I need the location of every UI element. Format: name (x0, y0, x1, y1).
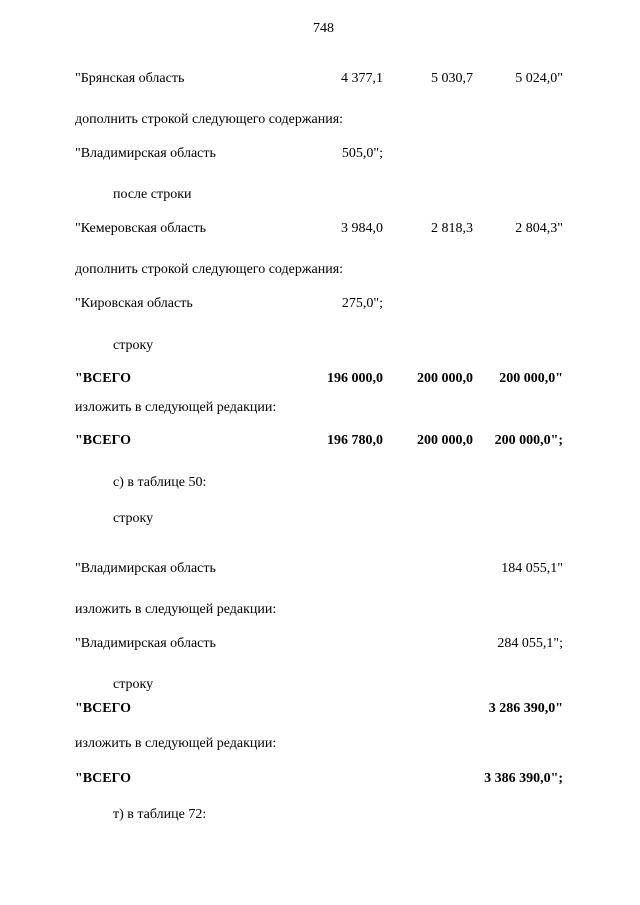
row-label-total-50-new: "ВСЕГО (75, 771, 132, 786)
page-number: 748 (313, 21, 334, 36)
row-label-bryansk: "Брянская область (75, 71, 185, 86)
row-label-kirov: "Кировская область (75, 296, 193, 311)
row-value-kemerovo-3: 2 804,3" (515, 221, 563, 236)
row-value-kirov-1: 275,0"; (341, 296, 383, 311)
instruction-row-3: строку (113, 677, 154, 692)
row-value-total-old-2: 200 000,0 (417, 371, 473, 386)
row-label-vladimir-edited: "Владимирская область (75, 636, 216, 651)
instruction-edit-3: изложить в следующей редакции: (75, 736, 277, 751)
row-value-vladimir-old-3: 184 055,1" (501, 561, 563, 576)
instruction-row-1: строку (113, 338, 154, 353)
row-value-bryansk-2: 5 030,7 (431, 71, 473, 86)
row-label-vladimir-new: "Владимирская область (75, 146, 216, 161)
row-value-total-50-new-3: 3 386 390,0"; (484, 771, 563, 786)
row-value-total-old-3: 200 000,0" (499, 371, 563, 386)
row-value-total-50-old-3: 3 286 390,0" (488, 701, 563, 716)
row-value-kemerovo-1: 3 984,0 (341, 221, 383, 236)
row-label-total-new: "ВСЕГО (75, 433, 132, 448)
instruction-add-row-1: дополнить строкой следующего содержания: (75, 112, 344, 127)
row-value-total-old-1: 196 000,0 (327, 371, 383, 386)
instruction-table-72: т) в таблице 72: (113, 807, 207, 822)
row-value-vladimir-edited-3: 284 055,1"; (497, 636, 563, 651)
row-value-vladimir-new-1: 505,0"; (341, 146, 383, 161)
row-value-bryansk-1: 4 377,1 (341, 71, 383, 86)
row-value-total-new-3: 200 000,0"; (494, 433, 563, 448)
row-label-total-old: "ВСЕГО (75, 371, 132, 386)
row-label-kemerovo: "Кемеровская область (75, 221, 206, 236)
row-value-total-new-1: 196 780,0 (327, 433, 383, 448)
instruction-add-row-2: дополнить строкой следующего содержания: (75, 262, 344, 277)
instruction-row-2: строку (113, 511, 154, 526)
row-value-kemerovo-2: 2 818,3 (431, 221, 473, 236)
row-label-vladimir-old: "Владимирская область (75, 561, 216, 576)
row-label-total-50-old: "ВСЕГО (75, 701, 132, 716)
instruction-table-50: с) в таблице 50: (113, 475, 207, 490)
instruction-after-row: после строки (113, 187, 192, 202)
instruction-edit-1: изложить в следующей редакции: (75, 400, 277, 415)
row-value-total-new-2: 200 000,0 (417, 433, 473, 448)
instruction-edit-2: изложить в следующей редакции: (75, 602, 277, 617)
row-value-bryansk-3: 5 024,0" (515, 71, 563, 86)
